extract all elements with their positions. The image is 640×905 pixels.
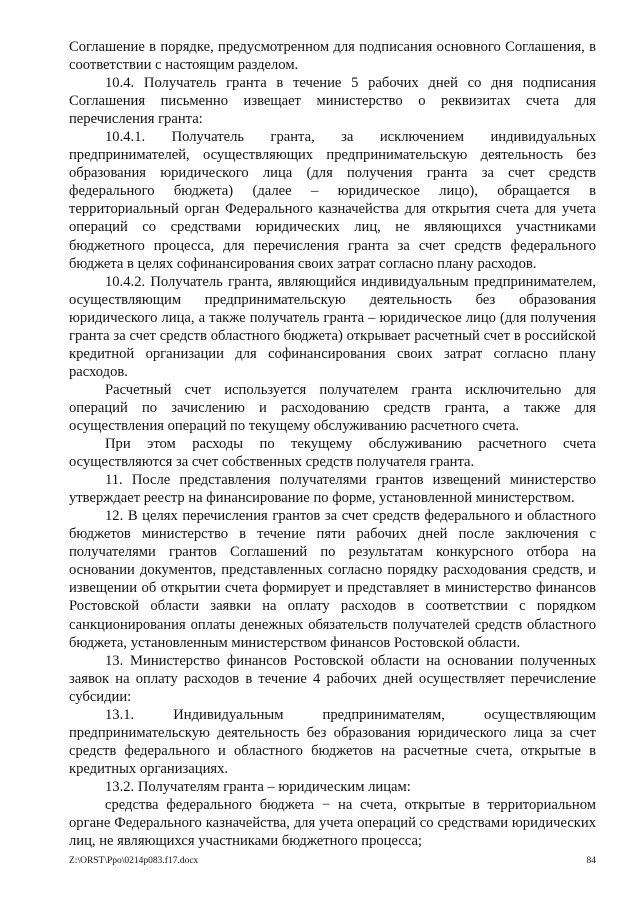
paragraph: средства федерального бюджета − на счета, открытые в территориальном органе Федерального казначейства, для учета операций со средствами юридических лиц, не являющихся участниками бюджетного процесса; (69, 796, 596, 850)
paragraph: 13.2. Получателям гранта – юридическим лицам: (105, 778, 411, 795)
file-path: Z:\ORST\Ppo\0214p083.f17.docx (69, 856, 199, 866)
paragraph: 13.1. Индивидуальным предпринимателям, осуществляющим предпринимательскую деятельность без образования юридического лица за счет средств федерального и областного бюджетов на расчетные счета, открытые в кредитных организациях. (69, 706, 596, 777)
paragraph: 10.4.1. Получатель гранта, за исключением индивидуальных предпринимателей, осуществляющих предпринимательскую деятельность без образования юридического лица (для получения гранта за счет средств федерального бюджета) (далее – юридическое лицо), обращается в территориальный орган Федерального казначейства для открытия счета для учета операций со средствами юридических лиц, не являющихся участниками бюджетного процесса, для перечисления гранта за счет средств федерального бюджета в целях софинансирования своих затрат согласно плану расходов. (69, 129, 596, 272)
paragraph: 10.4. Получатель гранта в течение 5 рабочих дней со дня подписания Соглашения письменно извещает министерство о реквизитах счета для перечисления гранта: (69, 75, 596, 128)
page-footer (69, 855, 596, 867)
paragraph: 12. В целях перечисления грантов за счет средств федерального и областного бюджетов министерство в течение пяти рабочих дней после заключения с получателями грантов Соглашений по результатам конкурсного отбора на основании документов, представленных согласно порядку расходования средств, и извещении об открытии счета формирует и представляет в министерство финансов Ростовской области заявки на оплату расходов в соответствии с порядком санкционирования оплаты денежных обязательств получателей средств областного бюджета, установленным министерством финансов Ростовской области. (69, 508, 596, 651)
paragraph: 10.4.2. Получатель гранта, являющийся индивидуальным предпринимателем, осуществляющим предпринимательскую деятельность без образования юридического лица, а также получатель гранта – юридическое лицо (для получения гранта за счет средств областного бюджета) открывает расчетный счет в российской кредитной организации для софинансирования своих затрат согласно плану расходов. (69, 273, 596, 380)
document-body (69, 38, 596, 850)
paragraph: При этом расходы по текущему обслуживанию расчетного счета осуществляются за счет собственных средств получателя гранта. (69, 436, 596, 471)
paragraph: Расчетный счет используется получателем гранта исключительно для операций по зачислению и расходованию средств гранта, а также для осуществления операций по текущему обслуживанию расчетного счета. (69, 381, 596, 434)
page-number: 84 (586, 856, 596, 866)
paragraph: Соглашение в порядке, предусмотренном для подписания основного Соглашения, в соответствии с настоящим разделом. (69, 39, 596, 74)
paragraph: 13. Министерство финансов Ростовской области на основании полученных заявок на оплату расходов в течение 4 рабочих дней осуществляет перечисление субсидии: (69, 652, 596, 705)
paragraph: 11. После представления получателями грантов извещений министерство утверждает реестр на финансирование по форме, установленной министерством. (69, 472, 596, 507)
